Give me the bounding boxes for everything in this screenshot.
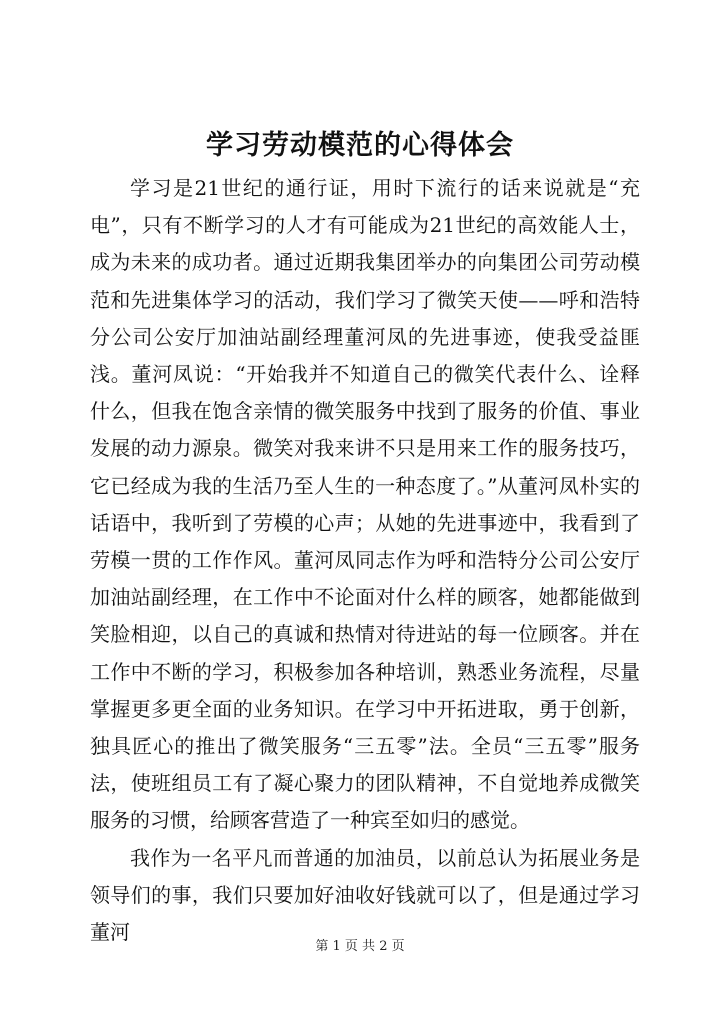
document-body [90,170,640,951]
paragraph-2: 我作为一名平凡而普通的加油员，以前总认为拓展业务是领导们的事，我们只要加好油收好钱就可以了，但是通过学习董河 [90,845,640,945]
document-title: 学习劳动模范的心得体会 [206,130,514,161]
paragraph-1: 学习是21世纪的通行证，用时下流行的话来说就是“充电”，只有不断学习的人才有可能成为21世纪的高效能人士，成为未来的成功者。通过近期我集团举办的向集团公司劳动模范和先进集体学习的活动，我们学习了微笑天使——呼和浩特分公司公安厅加油站副经理董河凤的先进事迹，使我受益匪浅。董河凤说：“开始我并不知道自己的微笑代表什么、诠释什么，但我在饱含亲情的微笑服务中找到了服务的价值、事业发展的动力源泉。微笑对我来讲不只是用来工作的服务技巧，它已经成为我的生活乃至人生的一种态度了。”从董河凤朴实的话语中，我听到了劳模的心声；从她的先进事迹中，我看到了劳模一贯的工作作风。董河凤同志作为呼和浩特分公司公安厅加油站副经理，在工作中不论面对什么样的顾客，她都能做到笑脸相迎，以自己的真诚和热情对待进站的每一位顾客。并在工作中不断的学习，积极参加各种培训，熟悉业务流程，尽量掌握更多更全面的业务知识。在学习中开拓进取，勇于创新，独具匠心的推出了微笑服务“三五零”法。全员“三五零”服务法，使班组员工有了凝心聚力的团队精神，不自觉地养成微笑服务的习惯，给顾客营造了一种宾至如归的感觉。 [90,176,640,833]
page-number: 第 1 页 共 2 页 [315,939,405,954]
